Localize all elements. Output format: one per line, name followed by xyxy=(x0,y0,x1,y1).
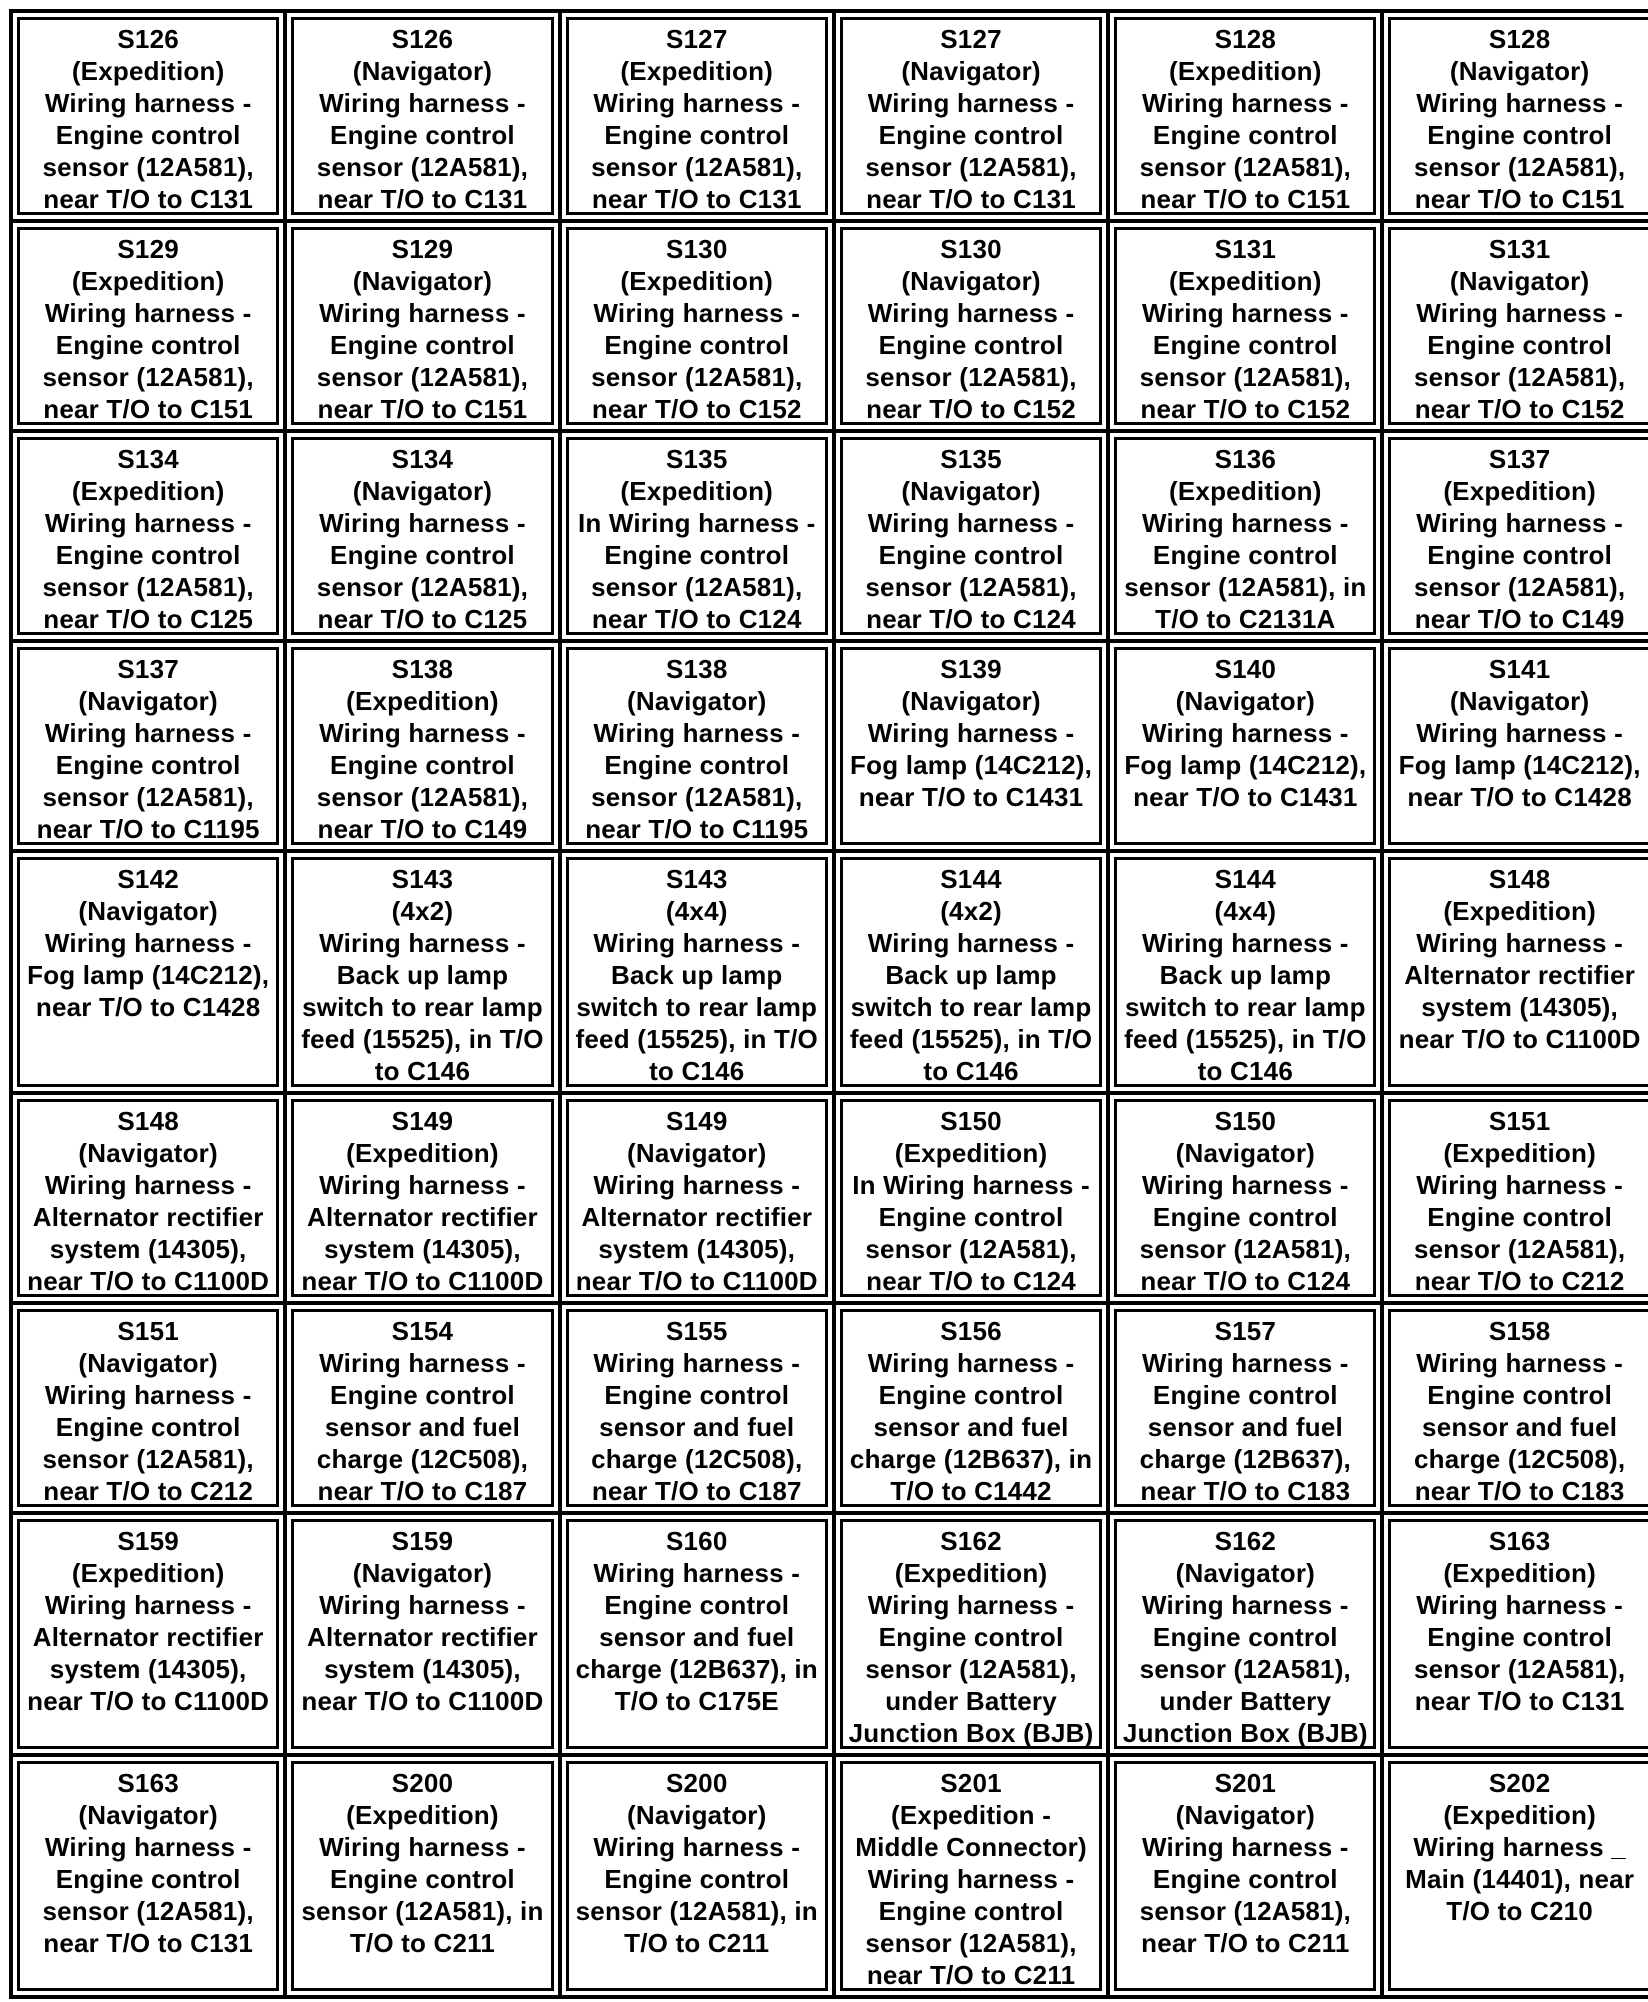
splice-description: S128 (Expedition) Wiring harness - Engine control sensor (12A581), near T/O to C151 xyxy=(1139,24,1351,214)
splice-description: S148 (Expedition) Wiring harness - Alternator rectifier system (14305), near T/O to C1100D xyxy=(1398,864,1641,1054)
splice-description: S200 (Navigator) Wiring harness - Engine control sensor (12A581), in T/O to C211 xyxy=(575,1768,818,1958)
table-cell xyxy=(562,1515,836,1757)
splice-description: S134 (Navigator) Wiring harness - Engine control sensor (12A581), near T/O to C125 xyxy=(316,444,529,634)
splice-description: S149 (Expedition) Wiring harness - Alternator rectifier system (14305), near T/O to C1100D xyxy=(301,1106,544,1296)
splice-description: S136 (Expedition) Wiring harness - Engine control sensor (12A581), in T/O to C2131A xyxy=(1124,444,1367,634)
table-cell xyxy=(13,1515,287,1757)
table-cell xyxy=(1110,853,1384,1095)
table-cell xyxy=(13,1305,287,1515)
table-cell xyxy=(836,1515,1110,1757)
splice-description: S157 Wiring harness - Engine control sensor and fuel charge (12B637), near T/O to C183 xyxy=(1139,1316,1351,1506)
table-cell xyxy=(562,853,836,1095)
table-cell xyxy=(1110,1757,1384,1999)
table-cell xyxy=(562,1757,836,1999)
splice-description: S127 (Navigator) Wiring harness - Engine control sensor (12A581), near T/O to C131 xyxy=(865,24,1077,214)
splice-description: S151 (Navigator) Wiring harness - Engine control sensor (12A581), near T/O to C212 xyxy=(42,1316,254,1506)
table-cell xyxy=(287,1515,561,1757)
splice-description: S138 (Navigator) Wiring harness - Engine control sensor (12A581), near T/O to C1195 xyxy=(585,654,809,844)
table-cell xyxy=(287,1757,561,1999)
splice-description: S159 (Navigator) Wiring harness - Alternator rectifier system (14305), near T/O to C1100D xyxy=(301,1526,544,1716)
splice-description: S142 (Navigator) Wiring harness - Fog lamp (14C212), near T/O to C1428 xyxy=(27,864,270,1022)
table-cell xyxy=(562,1095,836,1305)
splice-description: S150 (Navigator) Wiring harness - Engine control sensor (12A581), near T/O to C124 xyxy=(1139,1106,1351,1296)
table-cell xyxy=(836,1757,1110,1999)
splice-description: S139 (Navigator) Wiring harness - Fog lamp (14C212), near T/O to C1431 xyxy=(850,654,1093,812)
table-cell xyxy=(836,223,1110,433)
splice-description: S144 (4x4) Wiring harness - Back up lamp switch to rear lamp feed (15525), in T/O to C146 xyxy=(1124,864,1367,1086)
table-cell xyxy=(562,13,836,223)
table-cell xyxy=(13,433,287,643)
table-cell xyxy=(1110,1305,1384,1515)
splice-description: S135 (Expedition) In Wiring harness - Engine control sensor (12A581), near T/O to C124 xyxy=(577,444,816,634)
splice-description: S200 (Expedition) Wiring harness - Engine control sensor (12A581), in T/O to C211 xyxy=(301,1768,544,1958)
splice-description: S159 (Expedition) Wiring harness - Alternator rectifier system (14305), near T/O to C1100D xyxy=(27,1526,270,1716)
table-cell xyxy=(287,1305,561,1515)
table-cell xyxy=(836,853,1110,1095)
splice-description: S150 (Expedition) In Wiring harness - Engine control sensor (12A581), near T/O to C124 xyxy=(852,1106,1090,1296)
table-cell xyxy=(287,223,561,433)
splice-description: S160 Wiring harness - Engine control sensor and fuel charge (12B637), in T/O to C175E xyxy=(575,1526,818,1716)
splice-description: S156 Wiring harness - Engine control sensor and fuel charge (12B637), in T/O to C1442 xyxy=(849,1316,1093,1506)
splice-description: S144 (4x2) Wiring harness - Back up lamp switch to rear lamp feed (15525), in T/O to C146 xyxy=(849,864,1093,1086)
table-cell xyxy=(1384,853,1648,1095)
table-cell xyxy=(13,1095,287,1305)
splice-description: S154 Wiring harness - Engine control sensor and fuel charge (12C508), near T/O to C187 xyxy=(316,1316,529,1506)
table-cell xyxy=(562,1305,836,1515)
splice-description: S135 (Navigator) Wiring harness - Engine control sensor (12A581), near T/O to C124 xyxy=(865,444,1077,634)
table-cell xyxy=(287,1095,561,1305)
splice-description: S138 (Expedition) Wiring harness - Engine control sensor (12A581), near T/O to C149 xyxy=(316,654,529,844)
splice-description: S130 (Navigator) Wiring harness - Engine control sensor (12A581), near T/O to C152 xyxy=(865,234,1077,424)
splice-description: S202 (Expedition) Wiring harness _ Main (14401), near T/O to C210 xyxy=(1405,1768,1635,1926)
table-cell xyxy=(13,1757,287,1999)
splice-description: S128 (Navigator) Wiring harness - Engine control sensor (12A581), near T/O to C151 xyxy=(1413,24,1626,214)
table-cell xyxy=(1110,433,1384,643)
splice-description: S130 (Expedition) Wiring harness - Engine control sensor (12A581), near T/O to C152 xyxy=(591,234,803,424)
table-cell xyxy=(1384,1757,1648,1999)
splice-description: S162 (Expedition) Wiring harness - Engine control sensor (12A581), under Battery Junction Box (BJB) xyxy=(848,1526,1094,1748)
table-cell xyxy=(836,1095,1110,1305)
table-cell xyxy=(287,433,561,643)
splice-description: S129 (Navigator) Wiring harness - Engine control sensor (12A581), near T/O to C151 xyxy=(316,234,529,424)
splice-description: S127 (Expedition) Wiring harness - Engine control sensor (12A581), near T/O to C131 xyxy=(591,24,803,214)
splice-description: S201 (Expedition - Middle Connector) Wiring harness - Engine control sensor (12A581), near T/O to C211 xyxy=(855,1768,1087,1990)
splice-description: S155 Wiring harness - Engine control sensor and fuel charge (12C508), near T/O to C187 xyxy=(591,1316,803,1506)
table-cell xyxy=(836,13,1110,223)
table-cell xyxy=(287,13,561,223)
splice-description: S163 (Navigator) Wiring harness - Engine control sensor (12A581), near T/O to C131 xyxy=(42,1768,254,1958)
table-cell xyxy=(13,223,287,433)
splice-description: S143 (4x4) Wiring harness - Back up lamp switch to rear lamp feed (15525), in T/O to C146 xyxy=(575,864,818,1086)
table-cell xyxy=(1110,13,1384,223)
table-cell xyxy=(13,853,287,1095)
splice-description: S131 (Navigator) Wiring harness - Engine control sensor (12A581), near T/O to C152 xyxy=(1413,234,1626,424)
splice-description: S201 (Navigator) Wiring harness - Engine control sensor (12A581), near T/O to C211 xyxy=(1139,1768,1351,1958)
splice-description: S151 (Expedition) Wiring harness - Engine control sensor (12A581), near T/O to C212 xyxy=(1413,1106,1626,1296)
splice-description: S126 (Expedition) Wiring harness - Engine control sensor (12A581), near T/O to C131 xyxy=(42,24,254,214)
splice-description: S149 (Navigator) Wiring harness - Alternator rectifier system (14305), near T/O to C1100D xyxy=(575,1106,818,1296)
splice-description: S129 (Expedition) Wiring harness - Engine control sensor (12A581), near T/O to C151 xyxy=(42,234,254,424)
table-cell xyxy=(1384,223,1648,433)
splice-description: S162 (Navigator) Wiring harness - Engine control sensor (12A581), under Battery Junction Box (BJB) xyxy=(1122,1526,1368,1748)
table-cell xyxy=(1110,1515,1384,1757)
table-cell xyxy=(836,433,1110,643)
splice-location-table xyxy=(9,9,1648,1999)
splice-description: S158 Wiring harness - Engine control sensor and fuel charge (12C508), near T/O to C183 xyxy=(1413,1316,1626,1506)
table-cell xyxy=(1384,13,1648,223)
table-cell xyxy=(562,223,836,433)
splice-description: S131 (Expedition) Wiring harness - Engine control sensor (12A581), near T/O to C152 xyxy=(1139,234,1351,424)
splice-description: S163 (Expedition) Wiring harness - Engine control sensor (12A581), near T/O to C131 xyxy=(1413,1526,1626,1716)
table-cell xyxy=(1110,643,1384,853)
splice-description: S137 (Expedition) Wiring harness - Engine control sensor (12A581), near T/O to C149 xyxy=(1413,444,1626,634)
table-cell xyxy=(1110,223,1384,433)
table-cell xyxy=(1384,1095,1648,1305)
table-cell xyxy=(287,853,561,1095)
splice-description: S148 (Navigator) Wiring harness - Alternator rectifier system (14305), near T/O to C1100D xyxy=(27,1106,270,1296)
table-cell xyxy=(13,643,287,853)
table-cell xyxy=(562,433,836,643)
table-cell xyxy=(562,643,836,853)
table-cell xyxy=(1384,643,1648,853)
splice-description: S143 (4x2) Wiring harness - Back up lamp switch to rear lamp feed (15525), in T/O to C146 xyxy=(301,864,544,1086)
table-cell xyxy=(1110,1095,1384,1305)
splice-description: S137 (Navigator) Wiring harness - Engine control sensor (12A581), near T/O to C1195 xyxy=(36,654,260,844)
splice-description: S126 (Navigator) Wiring harness - Engine control sensor (12A581), near T/O to C131 xyxy=(316,24,529,214)
table-cell xyxy=(836,643,1110,853)
table-cell xyxy=(13,13,287,223)
splice-description: S141 (Navigator) Wiring harness - Fog lamp (14C212), near T/O to C1428 xyxy=(1398,654,1641,812)
splice-description: S140 (Navigator) Wiring harness - Fog lamp (14C212), near T/O to C1431 xyxy=(1124,654,1367,812)
table-cell xyxy=(1384,433,1648,643)
table-cell xyxy=(1384,1515,1648,1757)
splice-description: S134 (Expedition) Wiring harness - Engine control sensor (12A581), near T/O to C125 xyxy=(42,444,254,634)
table-cell xyxy=(1384,1305,1648,1515)
table-cell xyxy=(287,643,561,853)
table-cell xyxy=(836,1305,1110,1515)
